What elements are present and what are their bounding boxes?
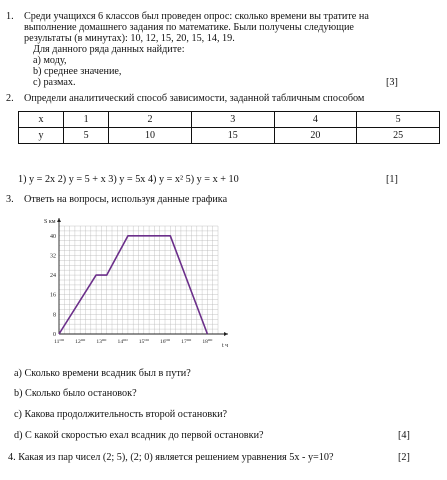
x-tick-label: 13⁰⁰	[96, 339, 107, 345]
x-tick-label: 14⁰⁰	[117, 339, 128, 345]
chart-axes	[44, 218, 228, 349]
x-tick-label: 12⁰⁰	[75, 339, 86, 345]
table-cell: 5	[64, 128, 109, 144]
chart-grid	[59, 226, 218, 334]
x-axis-label: t ч	[222, 343, 229, 349]
y-tick-label: 0	[53, 332, 56, 338]
table-cell: 25	[357, 128, 440, 144]
q3-sub-d: d) С какой скоростью ехал всадник до первой остановки?	[14, 430, 264, 441]
q1-line-4: Для данного ряда данных найдите:	[33, 44, 185, 55]
table-row	[19, 112, 440, 128]
y-tick-label: 16	[50, 292, 56, 299]
q3-score: [4]	[398, 430, 410, 441]
table-cell: 4	[274, 112, 357, 128]
y-tick-label: 32	[50, 253, 56, 260]
q2-text: Определи аналитический способ зависимости, заданной табличным способом	[24, 93, 365, 104]
y-tick-label: 40	[50, 233, 56, 240]
x-axis-arrow	[224, 332, 228, 336]
q1-item-a: a) моду,	[33, 55, 67, 66]
y-axis-arrow	[57, 218, 61, 222]
q1-score: [3]	[386, 77, 398, 88]
x-tick-label: 16⁰⁰	[159, 339, 171, 345]
x-tick-label: 18⁰⁰	[202, 339, 213, 345]
q3-sub-a: a) Сколько времени всадник был в пути?	[14, 368, 191, 379]
x-tick-label: 11⁰⁰	[54, 339, 64, 345]
q2-number: 2.	[6, 93, 14, 104]
table-cell: 2	[109, 112, 192, 128]
q1-number: 1.	[6, 11, 14, 22]
q4-score: [2]	[398, 452, 410, 463]
table-cell: 15	[191, 128, 274, 144]
q1-line-1: Среди учащихся 6 классов был проведен опрос: сколько времени вы тратите на	[24, 11, 369, 22]
q1-item-c: c) размах.	[33, 77, 76, 88]
q1-line-2: выполнение домашнего задания по математике. Были получены следующие	[24, 22, 354, 33]
x-tick-label: 17⁰⁰	[181, 339, 192, 345]
q3-text: Ответь на вопросы, используя данные графика	[24, 194, 228, 205]
q1-line-3: результаты (в минутах): 10, 12, 15, 20, 15, 14, 19.	[24, 33, 235, 44]
q4-text: 4. Какая из пар чисел (2; 5), (2; 0) является решением уравнения 5x - y=10?	[8, 452, 334, 463]
q3-sub-b: b) Сколько было остановок?	[14, 388, 137, 399]
table-cell: 3	[191, 112, 274, 128]
q3-sub-c: c) Какова продолжительность второй остановки?	[14, 409, 228, 420]
table-cell: y	[19, 128, 64, 144]
table-cell: 1	[64, 112, 109, 128]
y-tick-label: 8	[53, 312, 56, 319]
table-row	[19, 128, 440, 144]
q2-options: 1) y = 2x 2) y = 5 + x 3) y = 5x 4) y = x² 5) y = x + 10	[18, 174, 239, 185]
table-cell: 10	[109, 128, 192, 144]
q2-score: [1]	[386, 174, 398, 185]
table-cell: 5	[357, 112, 440, 128]
xy-table	[18, 111, 440, 144]
y-tick-label: 24	[50, 273, 56, 280]
x-tick-label: 15⁰⁰	[138, 339, 149, 345]
table-cell: x	[19, 112, 64, 128]
table-cell: 20	[274, 128, 357, 144]
distance-time-chart	[40, 210, 240, 350]
q1-item-b: b) среднее значение,	[33, 66, 122, 77]
y-axis-label: S км	[44, 219, 56, 225]
q3-number: 3.	[6, 194, 14, 205]
